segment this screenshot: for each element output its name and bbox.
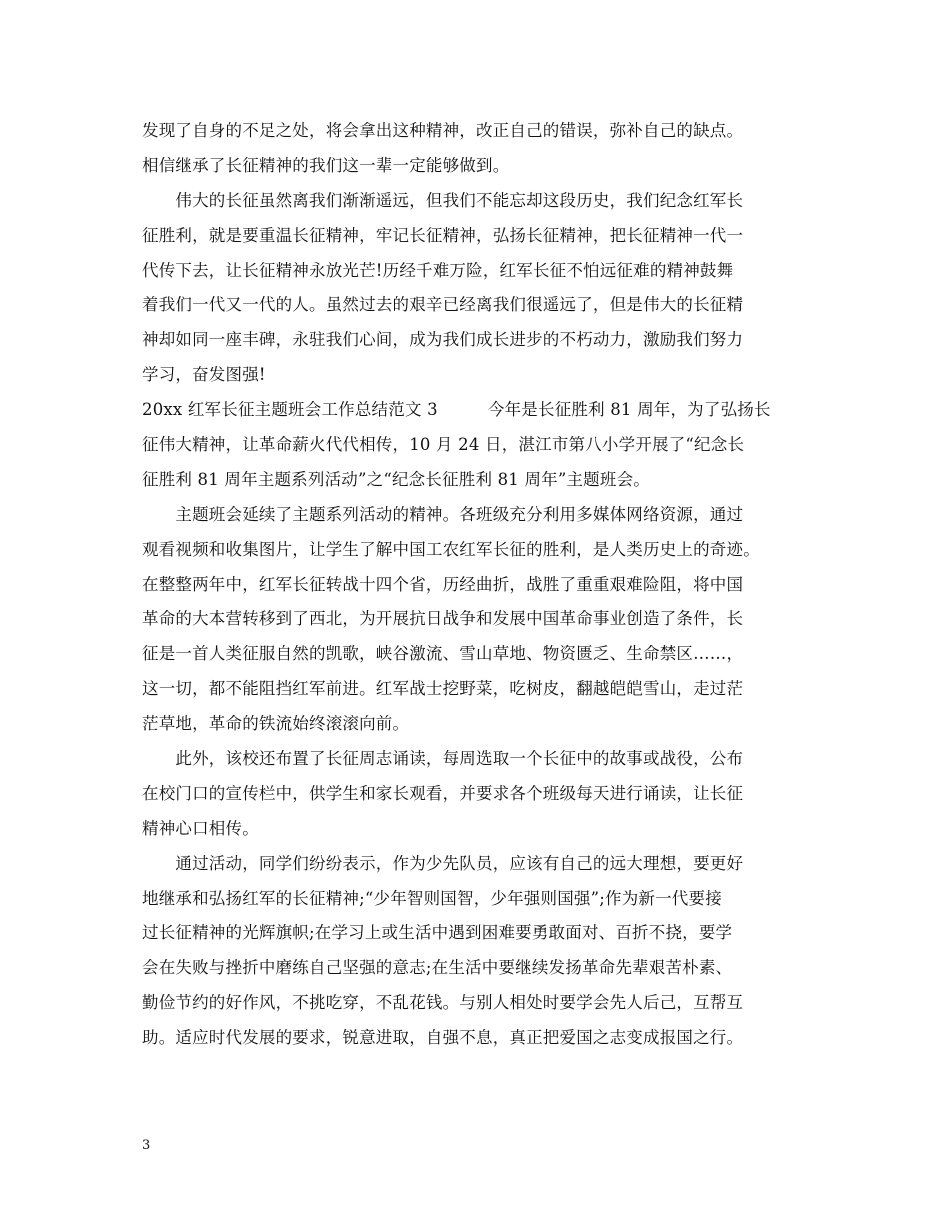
document-body [142, 114, 814, 1056]
text-line: 助。适应时代发展的要求，锐意进取，自强不息，真正把爱国之志变成报国之行。 [142, 1028, 744, 1048]
text-line: 代传下去，让长征精神永放光芒!历经千难万险，红军长征不怕远征难的精神鼓舞 [142, 260, 734, 280]
text-line: 勤俭节约的好作风，不挑吃穿，不乱花钱。与别人相处时要学会先人后己，互帮互 [142, 993, 744, 1013]
section-heading-line: 20xx 红军长征主题班会工作总结范文 3 今年是长征胜利 81 周年，为了弘扬长 [142, 400, 771, 420]
text-line: 征胜利 81 周年主题系列活动”之“纪念长征胜利 81 周年”主题班会。 [142, 469, 650, 489]
text-line: 神却如同一座丰碑，永驻我们心间，成为我们成长进步的不朽动力，激励我们努力 [142, 330, 744, 350]
text-line: 征胜利，就是要重温长征精神，牢记长征精神，弘扬长征精神，把长征精神一代一 [142, 225, 744, 245]
text-line: 在校门口的宣传栏中，供学生和家长观看，并要求各个班级每天进行诵读，让长征 [142, 783, 744, 803]
text-line: 精神心口相传。 [142, 818, 259, 838]
text-line: 学习，奋发图强! [142, 365, 266, 385]
text-line: 革命的大本营转移到了西北，为开展抗日战争和发展中国革命事业创造了条件，长 [142, 609, 744, 629]
text-line: 主题班会延续了主题系列活动的精神。各班级充分利用多媒体网络资源，通过 [142, 504, 744, 524]
text-line: 这一切，都不能阻挡红军前进。红军战士挖野菜，吃树皮，翻越皑皑雪山，走过茫 [142, 679, 744, 699]
text-line: 通过活动，同学们纷纷表示，作为少先队员，应该有自己的远大理想，要更好 [142, 853, 744, 873]
text-line: 观看视频和收集图片，让学生了解中国工农红军长征的胜利，是人类历史上的奇迹。 [142, 539, 760, 559]
text-line: 地继承和弘扬红军的长征精神;“少年智则国智，少年强则国强”;作为新一代要接 [142, 888, 722, 908]
text-line: 着我们一代又一代的人。虽然过去的艰辛已经离我们很遥远了，但是伟大的长征精 [142, 295, 744, 315]
page-number: 3 [142, 1138, 151, 1153]
text-line: 伟大的长征虽然离我们渐渐遥远，但我们不能忘却这段历史，我们纪念红军长 [142, 190, 744, 210]
text-line: 过长征精神的光辉旗帜;在学习上或生活中遇到困难要勇敢面对、百折不挠，要学 [142, 923, 733, 943]
text-line: 会在失败与挫折中磨练自己坚强的意志;在生活中要继续发扬革命先辈艰苦朴素、 [142, 958, 733, 978]
text-line: 征伟大精神，让革命薪火代代相传，10 月 24 日，湛江市第八小学开展了“纪念长 [142, 435, 745, 455]
text-line: 在整整两年中，红军长征转战十四个省，历经曲折，战胜了重重艰难险阻，将中国 [142, 574, 744, 594]
text-line: 相信继承了长征精神的我们这一辈一定能够做到。 [142, 155, 510, 175]
text-line: 茫草地，革命的铁流始终滚滚向前。 [142, 714, 410, 734]
text-line: 发现了自身的不足之处，将会拿出这种精神，改正自己的错误，弥补自己的缺点。 [142, 121, 744, 140]
text-line: 征是一首人类征服自然的凯歌，峡谷激流、雪山草地、物资匮乏、生命禁区……， [142, 644, 744, 664]
text-line: 此外，该校还布置了长征周志诵读，每周选取一个长征中的故事或战役，公布 [142, 749, 744, 769]
